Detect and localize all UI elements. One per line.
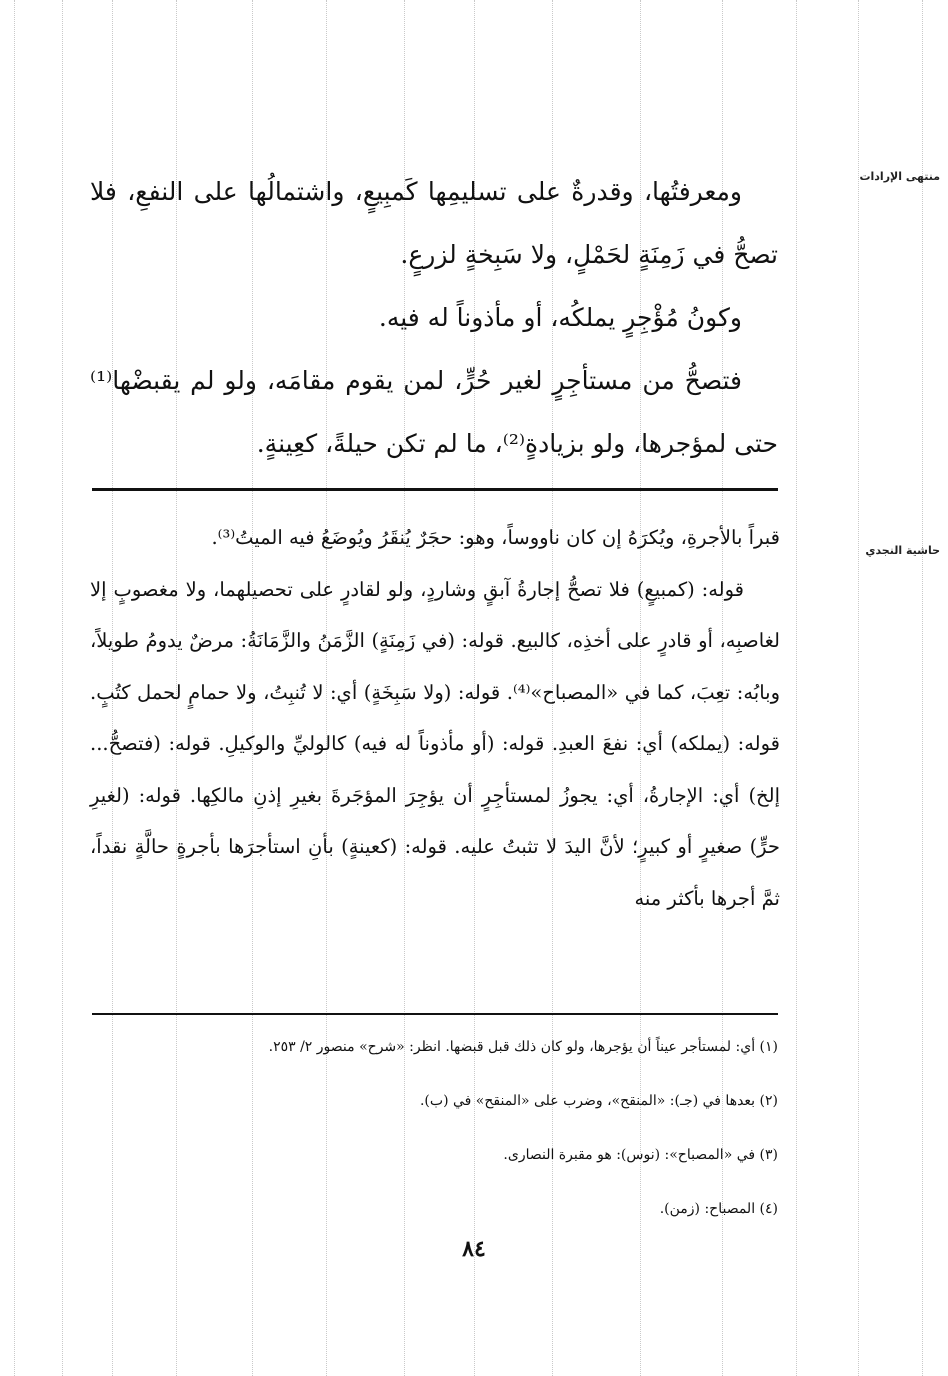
scan-grid-line: [62, 0, 63, 1376]
hashiya-paragraph: قوله: (كمبيعٍ) فلا تصحُّ إجارةُ آبقٍ وشاردٍ، ولو لقادرٍ على تحصيلهما، ولا مغصوبٍ إلا لغاصبِه، أو قادرٍ على أخذِه، كالبيع. قوله: (في زَمِنَةٍ) الزَّمَنُ والزَّمَانَةُ: مرضٌ يدومُ طويلاً، وبابُه: تعِبَ، كما في «المصباح»⁽⁴⁾. قوله: (ولا سَبِخَةٍ) أي: لا تُنبِتُ، ولا حمامٍ لحمل كتُبٍ. قوله: (يملكه) أي: نفعَ العبدِ. قوله: (أو مأذوناً له فيه) كالوليِّ والوكيلِ. قوله: (فتصحُّ... إلخ) أي: الإجارةُ، أي: يجوزُ لمستأجِرٍ أن يؤجِرَ المؤجَرةَ بغيرِ إذنِ مالكِها. قوله: (لغيرِ حرٍّ) صغيرٍ أو كبيرٍ؛ لأنَّ اليدَ لا تثبتُ عليه. قوله: (كعينةٍ) بأنِ استأجرَها بأجرةٍ حالَّةٍ نقداً، ثمَّ أجرها بأكثر منه: [90, 577, 780, 910]
hashiya-first-line: قبراً بالأجرةِ، ويُكرَهُ إن كان ناووساً، وهو: حجَرٌ يُنقَرُ ويُوضَعُ فيه الميتُ⁽³⁾.: [211, 526, 780, 549]
side-label-matn: منتهى الإرادات: [859, 170, 940, 183]
footnote-separator-rule: [92, 1013, 778, 1015]
footnote-2: (٢) بعدها في (جـ): «المنقح»، وضرب على «المنقح» في (ب).: [419, 1093, 778, 1109]
scan-grid-line: [14, 0, 15, 1376]
footnote-3: (٣) في «المصباح»: (نوس): هو مقبرة النصارى.: [503, 1147, 778, 1163]
matn-text: [90, 160, 778, 475]
matn-separator-rule: [92, 488, 778, 491]
side-label-hashiya: حاشية النجدي: [865, 544, 940, 557]
scan-grid-line: [922, 0, 923, 1376]
page-number: ٨٤: [462, 1236, 486, 1262]
matn-paragraph: وكونُ مُؤْجِرٍ يملكُه، أو مأذوناً له فيه.: [378, 303, 742, 332]
footnotes: [90, 1020, 778, 1236]
matn-paragraph: فتصحُّ من مستأجِرٍ لغير حُرٍّ، لمن يقوم مقامَه، ولو لم يقبضْها⁽¹⁾حتى لمؤجرها، ولو بزيادةٍ⁽²⁾، ما لم تكن حيلةً، كعِينةٍ.: [90, 366, 778, 458]
scan-grid-line: [796, 0, 797, 1376]
scan-grid-line: [858, 0, 859, 1376]
footnote-4: (٤) المصباح: (زمن).: [659, 1201, 778, 1217]
hashiya-text: [90, 512, 780, 924]
matn-paragraph: ومعرفتُها، وقدرةٌ على تسليمِها كَمبِيعٍ، واشتمالُها على النفعِ، فلا تصحُّ في زَمِنَةٍ لحَمْلٍ، ولا سَبِخةٍ لزرعٍ.: [90, 177, 778, 269]
footnote-1: (١) أي: لمستأجر عيناً أن يؤجرها، ولو كان ذلك قبل قبضها. انظر: «شرح» منصور ٢/ ٢٥٣.: [268, 1039, 778, 1055]
